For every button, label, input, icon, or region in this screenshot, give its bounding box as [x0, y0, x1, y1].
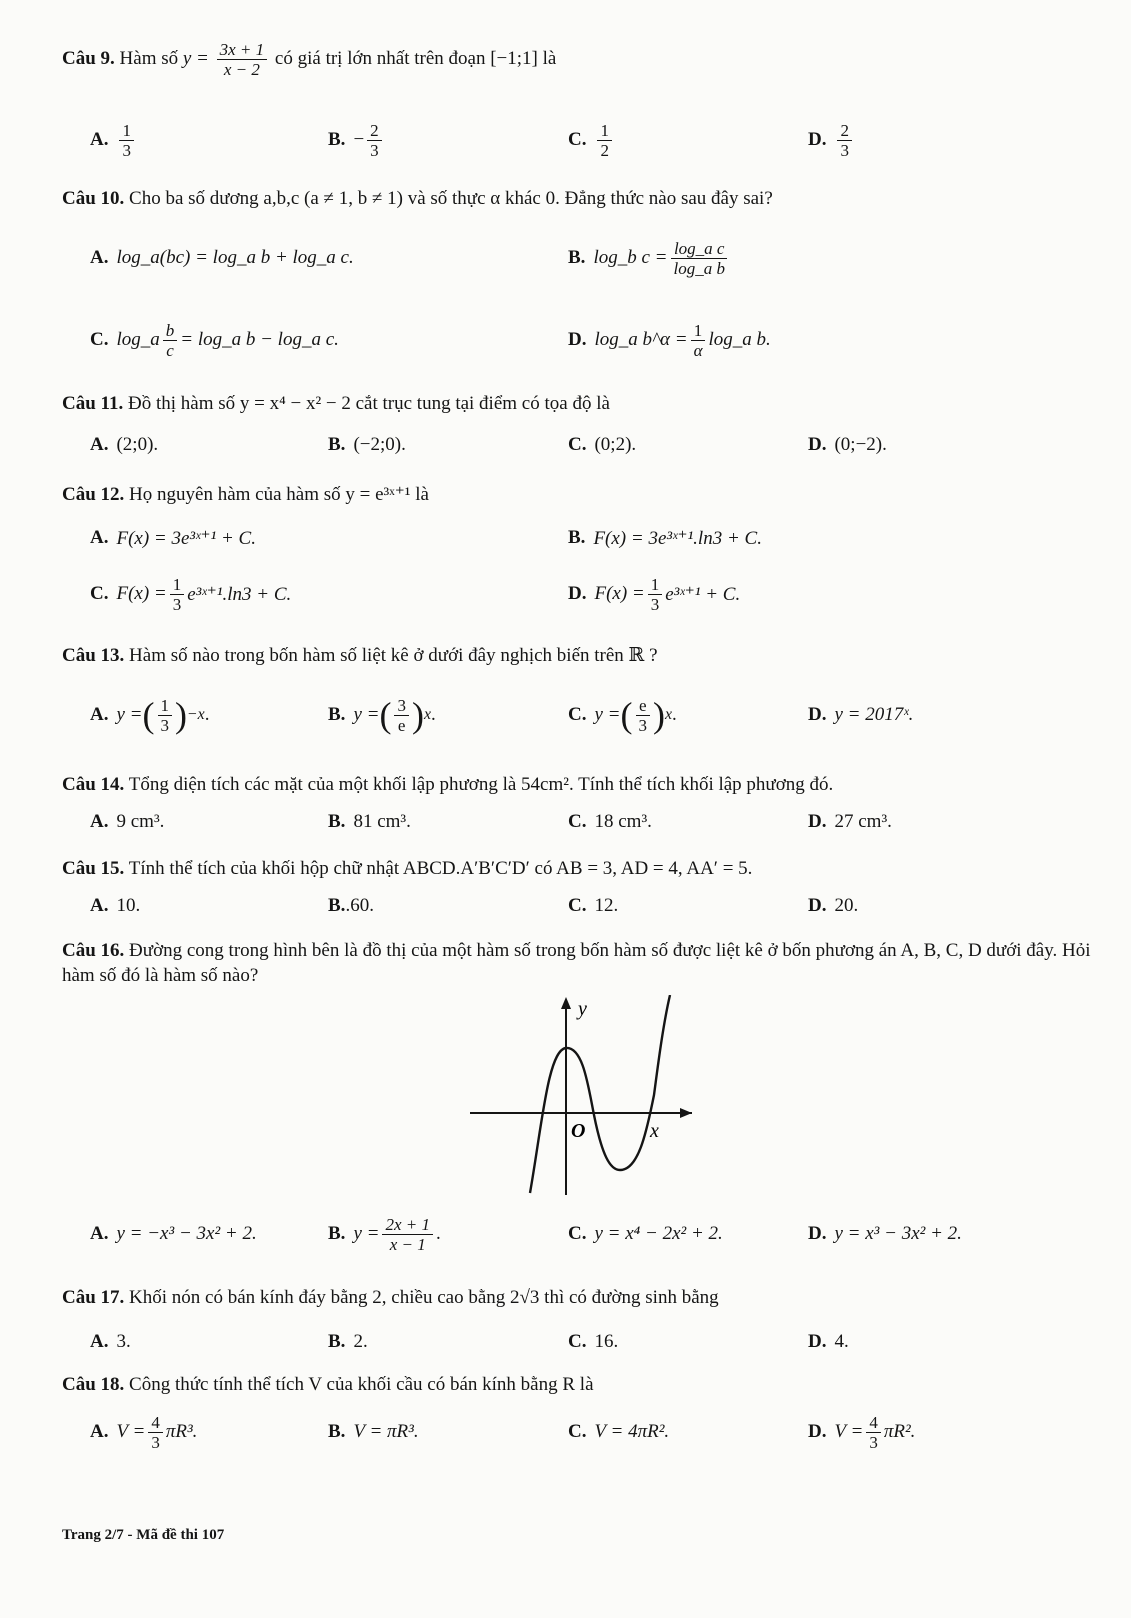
question-text: Đồ thị hàm số y = x⁴ − x² − 2 cắt trục tung tại điểm có tọa độ là	[128, 393, 610, 414]
question-text: Công thức tính thể tích V của khối cầu có bán kính bằng R là	[129, 1374, 594, 1395]
option-c[interactable]	[90, 572, 291, 616]
fraction	[367, 121, 382, 160]
option-label: C.	[90, 583, 109, 604]
fraction	[866, 1413, 881, 1452]
option-text: 9 cm³.	[116, 811, 165, 832]
question-text: Hàm số nào trong bốn hàm số liệt kê ở dưới đây nghịch biến trên ℝ ?	[129, 645, 658, 666]
options-row	[0, 236, 1131, 280]
numerator: 1	[597, 121, 612, 141]
denominator: 3	[869, 1432, 878, 1452]
option-label: C.	[568, 434, 587, 455]
numerator: 1	[648, 575, 663, 595]
option-label: D.	[808, 1331, 827, 1352]
option-text: V =	[834, 1421, 864, 1442]
option-label: B.	[568, 247, 586, 268]
option-text: V = πR³.	[353, 1421, 419, 1442]
option-b[interactable]	[568, 236, 731, 280]
option-c[interactable]	[90, 318, 339, 362]
option-text: 16.	[594, 1331, 619, 1352]
option-label: B.	[328, 1331, 346, 1352]
numerator: 4	[148, 1413, 163, 1433]
option-label: C.	[568, 704, 587, 725]
option-c[interactable]	[568, 1320, 618, 1364]
denominator: 3	[370, 140, 379, 160]
denominator: α	[693, 340, 703, 360]
question-16	[62, 938, 1102, 988]
question-text: Tính thể tích của khối hộp chữ nhật ABCD.A′B′C′D′ có AB = 3, AD = 4, AA′ = 5.	[128, 858, 753, 879]
question-text: có giá trị lớn nhất trên đoạn	[274, 47, 486, 69]
question-text: Hàm số	[119, 47, 179, 69]
question-18	[62, 1372, 1091, 1397]
option-label: B.	[328, 811, 346, 832]
question-number: Câu 11.	[62, 393, 124, 414]
option-label: D.	[808, 1421, 827, 1442]
option-c[interactable]	[568, 884, 618, 928]
option-text: F(x) =	[594, 583, 645, 604]
paren-right: )	[411, 695, 424, 735]
option-text: πR³.	[165, 1421, 198, 1442]
option-text: V = 4πR².	[594, 1421, 670, 1442]
option-text: F(x) =	[116, 583, 167, 604]
option-label: D.	[808, 811, 827, 832]
page-footer: Trang 2/7 - Mã đề thi 107	[62, 1527, 225, 1543]
option-text: y =	[353, 1223, 380, 1244]
paren-left: (	[620, 695, 633, 735]
option-label: C.	[568, 1223, 587, 1244]
numerator: e	[636, 696, 650, 716]
option-label: C.	[568, 1421, 587, 1442]
option-label: A.	[90, 1223, 109, 1244]
numerator: 3x + 1	[217, 40, 268, 60]
option-label: B.	[328, 129, 346, 150]
question-13	[62, 643, 1091, 668]
option-d[interactable]	[808, 1212, 962, 1256]
fraction	[163, 321, 178, 360]
option-text: e³ˣ⁺¹ + C.	[665, 583, 741, 605]
option-d[interactable]	[808, 1410, 915, 1454]
option-label: A.	[90, 527, 109, 548]
options-row	[0, 572, 1131, 616]
option-text: y = x⁴ − 2x² + 2.	[594, 1223, 723, 1244]
options-row	[0, 423, 1131, 467]
option-label: B.	[568, 527, 586, 548]
x-label: x	[650, 1120, 659, 1142]
option-b[interactable]: B. y = ( $\frac{3}{e}$ ) x .	[328, 695, 436, 735]
option-label: A.	[90, 811, 109, 832]
denominator: x − 1	[389, 1234, 426, 1254]
option-label: B.	[328, 895, 346, 916]
exponent: x	[423, 706, 431, 723]
y-label: y	[578, 998, 587, 1020]
option-label: D.	[808, 1223, 827, 1244]
question-text: Khối nón có bán kính đáy bằng 2, chiều cao bằng 2√3 thì có đường sinh bằng	[129, 1287, 719, 1308]
option-text: e³ˣ⁺¹.ln3 + C.	[187, 583, 292, 605]
option-b[interactable]	[328, 800, 411, 844]
sign: −	[353, 129, 365, 150]
option-label: C.	[568, 1331, 587, 1352]
option-text: y =	[116, 704, 143, 725]
option-text: 12.	[594, 895, 619, 916]
option-text: (−2;0).	[353, 434, 406, 455]
option-text: log_a	[116, 329, 160, 350]
option-c[interactable]	[568, 423, 636, 467]
option-d[interactable]	[808, 1320, 849, 1364]
denominator: 3	[160, 715, 169, 735]
option-label: C.	[568, 129, 587, 150]
option-a[interactable]	[90, 1410, 197, 1454]
option-text: 4.	[834, 1331, 849, 1352]
fraction	[691, 321, 706, 360]
option-c[interactable]	[568, 1410, 669, 1454]
question-number: Câu 15.	[62, 858, 125, 879]
option-text: F(x) = 3e³ˣ⁺¹.ln3 + C.	[593, 527, 762, 549]
numerator: 2	[837, 121, 852, 141]
option-text: y =	[353, 704, 380, 725]
options-row	[0, 693, 1131, 737]
option-text: = log_a b − log_a c.	[180, 329, 339, 350]
question-17	[62, 1285, 1091, 1310]
fraction	[217, 40, 268, 79]
option-label: B.	[328, 1421, 346, 1442]
fraction	[170, 575, 185, 614]
option-b[interactable]	[328, 118, 385, 162]
option-text: log_a b.	[708, 329, 771, 350]
option-text: .60.	[345, 895, 374, 916]
option-b[interactable]	[328, 1410, 419, 1454]
question-9	[62, 40, 1091, 79]
denominator: x − 2	[223, 60, 260, 79]
option-label: A.	[90, 129, 109, 150]
option-label: A.	[90, 247, 109, 268]
options-row	[0, 1410, 1131, 1454]
option-label: D.	[568, 329, 587, 350]
option-text: πR².	[883, 1421, 916, 1442]
question-10	[62, 186, 1091, 211]
option-label: B.	[328, 704, 346, 725]
option-label: D.	[808, 129, 827, 150]
option-a[interactable]	[90, 236, 354, 280]
fraction	[148, 1413, 163, 1452]
question-number: Câu 9.	[62, 47, 115, 69]
option-label: A.	[90, 1331, 109, 1352]
option-label: D.	[808, 895, 827, 916]
numerator: 1	[691, 321, 706, 341]
question-text: Họ nguyên hàm của hàm số y = e³ˣ⁺¹ là	[129, 484, 429, 505]
paren-left: (	[379, 695, 392, 735]
fraction	[837, 121, 852, 160]
option-text: 2.	[353, 1331, 368, 1352]
question-number: Câu 16.	[62, 940, 125, 961]
question-number: Câu 10.	[62, 188, 125, 209]
question-12	[62, 482, 1091, 507]
option-text: .	[435, 1223, 441, 1244]
option-label: A.	[90, 1421, 109, 1442]
option-text: log_b c =	[593, 247, 668, 268]
option-a[interactable]: A. y = ( $\frac{1}{3}$ ) −x .	[90, 695, 210, 735]
option-d[interactable]	[568, 318, 771, 362]
option-c[interactable]	[568, 118, 615, 162]
paren-right: )	[175, 695, 187, 735]
option-b[interactable]	[568, 516, 762, 560]
x-axis-arrow	[680, 1108, 692, 1118]
option-d[interactable]	[808, 423, 887, 467]
options-row	[0, 516, 1131, 560]
options-row	[0, 800, 1131, 844]
curve	[530, 995, 670, 1193]
option-label: A.	[90, 895, 109, 916]
option-label: C.	[568, 895, 587, 916]
numerator: b	[163, 321, 178, 341]
option-label: D.	[808, 704, 827, 725]
denominator: 3	[638, 715, 647, 735]
question-14	[62, 772, 1091, 797]
option-text: V =	[116, 1421, 146, 1442]
option-d[interactable]	[808, 800, 892, 844]
option-text: 18 cm³.	[594, 811, 652, 832]
denominator: c	[166, 340, 174, 360]
option-text: (0;−2).	[834, 434, 887, 455]
fraction	[382, 1215, 433, 1254]
option-c[interactable]: C. y = ( $\frac{e}{3}$ ) x .	[568, 695, 677, 735]
option-text: y = 2017ˣ.	[834, 704, 914, 725]
numerator: 2	[367, 121, 382, 141]
question-number: Câu 14.	[62, 774, 125, 795]
fraction	[648, 575, 663, 614]
numerator: 3	[394, 696, 409, 716]
option-b[interactable]	[328, 884, 374, 928]
fraction	[636, 696, 651, 735]
question-text: Tổng diện tích các mặt của một khối lập phương là 54cm². Tính thể tích khối lập phương đó.	[128, 774, 834, 795]
option-text: 27 cm³.	[834, 811, 892, 832]
option-a[interactable]	[90, 118, 137, 162]
option-a[interactable]	[90, 1212, 257, 1256]
option-c[interactable]	[568, 1212, 723, 1256]
option-label: C.	[568, 811, 587, 832]
option-text: log_a b^α =	[594, 329, 688, 350]
option-text: 20.	[834, 895, 859, 916]
option-text: y =	[594, 704, 621, 725]
option-text: (2;0).	[116, 434, 159, 455]
option-b[interactable]	[328, 1212, 441, 1256]
question-text: Đường cong trong hình bên là đồ thị của một hàm số trong bốn hàm số được liệt kê ở bốn phương án A, B, C, D dưới đây. Hỏi hàm số đó là hàm số nào?	[62, 940, 1091, 986]
denominator: e	[397, 715, 406, 735]
option-b[interactable]	[328, 1320, 368, 1364]
option-label: B.	[328, 434, 346, 455]
numerator: 1	[170, 575, 185, 595]
question-15	[62, 856, 1091, 881]
numerator: 4	[866, 1413, 881, 1433]
option-label: B.	[328, 1223, 346, 1244]
numerator: 1	[158, 696, 173, 716]
formula: y =	[182, 47, 209, 69]
denominator: 3	[840, 140, 849, 160]
option-c[interactable]	[568, 800, 652, 844]
option-text: 81 cm³.	[353, 811, 411, 832]
question-text: Cho ba số dương a,b,c (a ≠ 1, b ≠ 1) và số thực α khác 0. Đẳng thức nào sau đây sai?	[129, 188, 773, 209]
denominator: log_a b	[673, 258, 725, 278]
options-row	[0, 884, 1131, 928]
denominator: 3	[122, 140, 131, 160]
option-a[interactable]	[90, 423, 158, 467]
interval: [−1;1]	[490, 47, 538, 69]
y-axis-arrow	[561, 997, 571, 1009]
option-text: log_a(bc) = log_a b + log_a c.	[116, 247, 354, 268]
option-label: D.	[808, 434, 827, 455]
denominator: 3	[151, 1432, 160, 1452]
question-text: là	[542, 47, 557, 69]
option-d[interactable]	[808, 118, 855, 162]
fraction	[119, 121, 134, 160]
numerator: 2x + 1	[382, 1215, 433, 1235]
options-row	[0, 1320, 1131, 1364]
denominator: 2	[600, 140, 609, 160]
option-b[interactable]	[328, 423, 406, 467]
paren-left: (	[142, 695, 155, 735]
option-label: C.	[90, 329, 109, 350]
option-a[interactable]	[90, 884, 140, 928]
options-row	[0, 1212, 1131, 1256]
option-label: A.	[90, 434, 109, 455]
option-d[interactable]	[568, 572, 740, 616]
origin-label: O	[571, 1120, 586, 1142]
option-text: y = −x³ − 3x² + 2.	[116, 1223, 257, 1244]
function-graph	[470, 995, 700, 1195]
denominator: 3	[172, 594, 182, 614]
denominator: 3	[650, 594, 660, 614]
option-a[interactable]	[90, 516, 256, 560]
fraction	[670, 239, 727, 278]
options-row	[0, 318, 1131, 362]
option-d[interactable]	[808, 693, 913, 737]
option-label: D.	[568, 583, 587, 604]
option-text: (0;2).	[594, 434, 637, 455]
option-label: A.	[90, 704, 109, 725]
option-text: y = x³ − 3x² + 2.	[834, 1223, 962, 1244]
option-text: 3.	[116, 1331, 131, 1352]
question-number: Câu 13.	[62, 645, 125, 666]
question-number: Câu 12.	[62, 484, 125, 505]
numerator: log_a c	[671, 239, 728, 259]
question-number: Câu 18.	[62, 1374, 125, 1395]
paren-right: )	[653, 695, 665, 735]
option-text: F(x) = 3e³ˣ⁺¹ + C.	[116, 527, 256, 549]
option-a[interactable]	[90, 1320, 131, 1364]
exponent: x	[665, 706, 673, 723]
question-number: Câu 17.	[62, 1287, 125, 1308]
numerator: 1	[119, 121, 134, 141]
exponent: −x	[187, 706, 205, 723]
option-d[interactable]	[808, 884, 858, 928]
question-11	[62, 391, 1091, 416]
option-text: 10.	[116, 895, 141, 916]
fraction	[394, 696, 409, 735]
option-a[interactable]	[90, 800, 164, 844]
options-row	[0, 118, 1131, 162]
fraction	[597, 121, 612, 160]
fraction	[158, 696, 173, 735]
